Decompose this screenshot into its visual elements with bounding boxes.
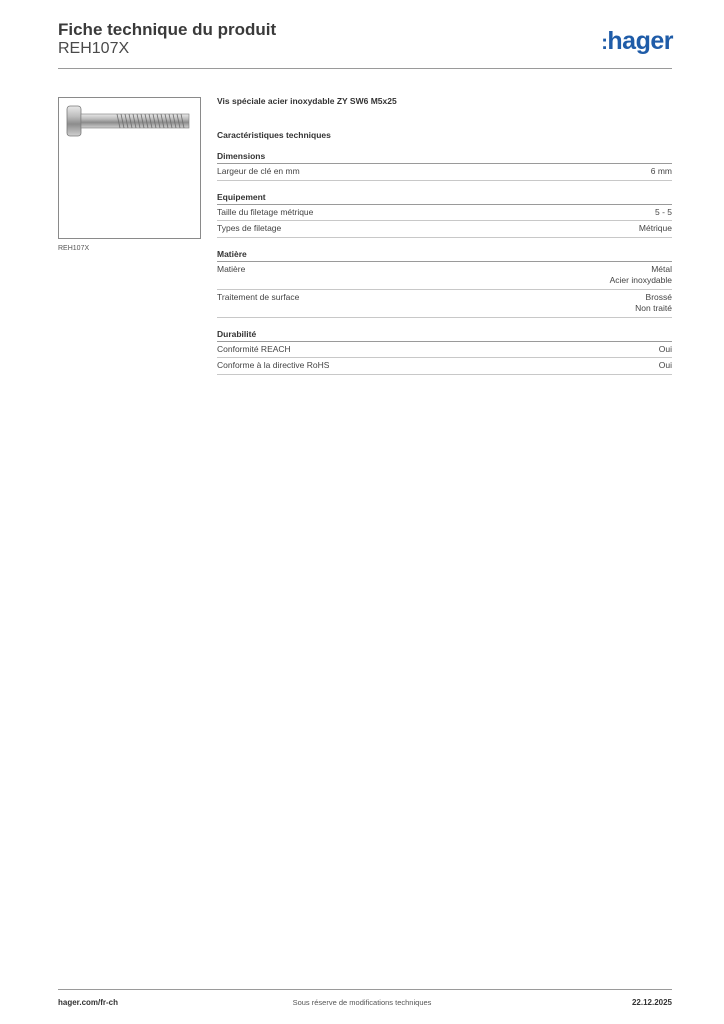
spec-value <box>659 344 672 356</box>
product-name: Vis spéciale acier inoxydable ZY SW6 M5x25 <box>217 96 397 106</box>
section-equipement <box>217 192 672 238</box>
section-matiere <box>217 249 672 318</box>
product-reference: REH107X <box>58 40 130 57</box>
spec-value <box>651 166 672 178</box>
spec-label: Traitement de surface <box>217 291 300 302</box>
spec-value-line: Brossé <box>645 291 672 302</box>
section-durabilite <box>217 329 672 375</box>
spec-value <box>610 264 672 287</box>
spec-label: Types de filetage <box>217 223 282 233</box>
header-divider <box>58 68 672 69</box>
spec-row <box>217 290 672 318</box>
product-image-frame <box>58 97 201 239</box>
footer-date: 22.12.2025 <box>631 998 672 1007</box>
footer-disclaimer: Sous réserve de modifications techniques <box>292 998 432 1007</box>
spec-row <box>217 262 672 290</box>
spec-value <box>659 360 672 372</box>
spec-label: Taille du filetage métrique <box>217 206 314 217</box>
spec-value-line: Métrique <box>638 223 672 233</box>
section-title: Durabilité <box>217 329 672 342</box>
spec-row <box>217 164 672 181</box>
spec-label: Matière <box>217 263 246 274</box>
page-title: Fiche technique du produit <box>58 20 277 39</box>
spec-value-line: Acier inoxydable <box>609 275 672 285</box>
spec-row <box>217 221 672 238</box>
spec-value-line: Oui <box>658 343 672 354</box>
spec-value <box>635 292 672 315</box>
spec-value-line: Métal <box>651 263 672 274</box>
screw-image <box>59 98 200 238</box>
spec-value-line: Non traité <box>635 303 672 313</box>
spec-row <box>217 358 672 375</box>
section-dimensions <box>217 151 672 181</box>
section-title: Equipement <box>217 192 672 205</box>
spec-row <box>217 205 672 222</box>
tech-characteristics-heading: Caractéristiques techniques <box>217 130 331 140</box>
spec-row <box>217 342 672 359</box>
spec-label: Conformité REACH <box>217 343 291 354</box>
product-details <box>217 96 672 375</box>
spec-label: Largeur de clé en mm <box>217 166 300 176</box>
spec-label: Conforme à la directive RoHS <box>217 360 330 370</box>
spec-value <box>655 207 672 219</box>
logo-text: hager <box>607 27 673 55</box>
section-title: Dimensions <box>217 151 672 164</box>
spec-value <box>639 223 672 235</box>
section-title: Matière <box>217 249 672 262</box>
footer-divider <box>58 989 672 990</box>
image-caption: REH107X <box>58 245 90 252</box>
hager-logo: :hager <box>601 27 673 55</box>
spec-value-line: 5 - 5 <box>654 206 672 217</box>
spec-value-line: Oui <box>658 360 672 370</box>
footer-website-link[interactable]: hager.com/fr-ch <box>58 998 119 1007</box>
spec-value-line: 6 mm <box>650 166 672 176</box>
